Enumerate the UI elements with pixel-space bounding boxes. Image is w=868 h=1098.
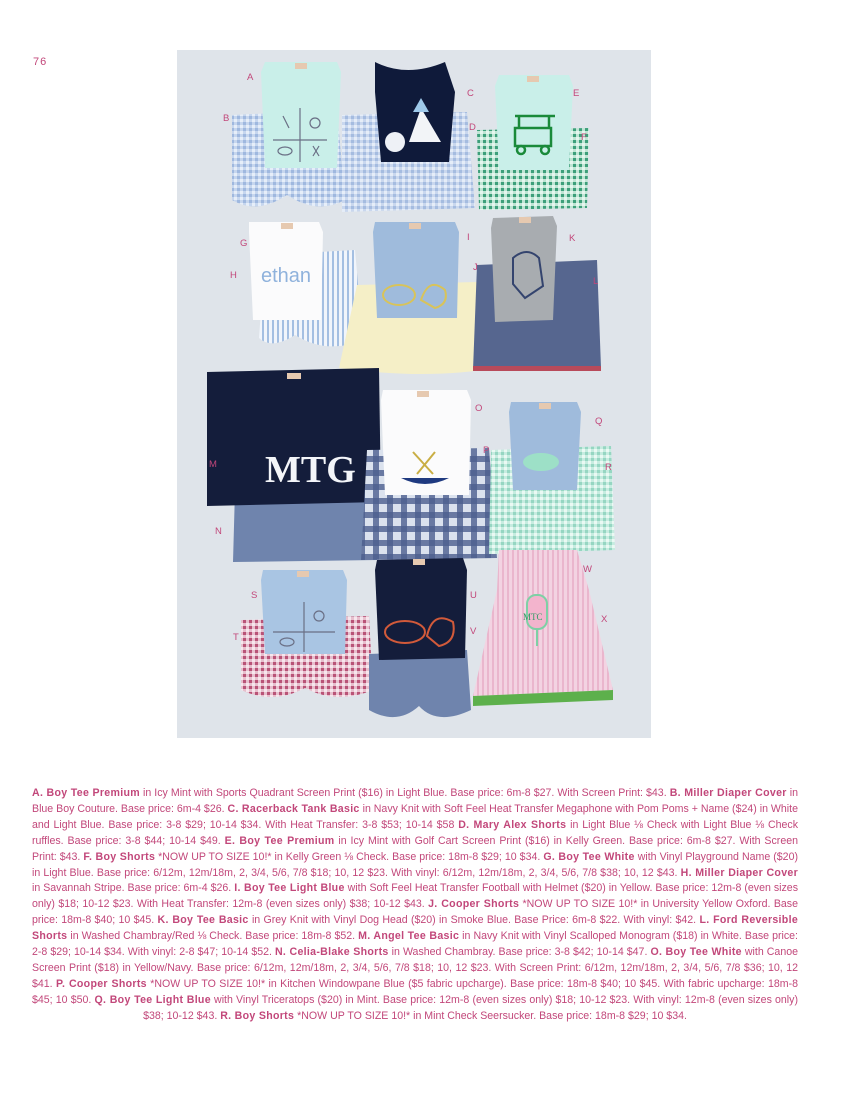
item-a-boy-tee-mint <box>261 62 341 168</box>
product-detail: *NOW UP TO SIZE 10!* in Kelly Green ⅛ Check. Base price: 18m-8 $29; 10 $34. <box>155 850 544 863</box>
product-detail: in Washed Chambray. Base price: 3-8 $42; 10-14 $47. <box>388 946 651 959</box>
item-letter-x: X <box>601 614 608 625</box>
item-i-boy-tee-light-blue <box>373 222 459 318</box>
item-letter-q: Q <box>595 416 603 427</box>
item-g-boy-tee-white-name <box>249 222 323 320</box>
product-detail: in Icy Mint with Sports Quadrant Screen Print ($16) in Light Blue. Base price: 6m-8 $27. With Screen Print: $43. <box>139 787 670 799</box>
product-label: Q. Boy Tee Light Blue <box>94 993 211 1006</box>
item-letter-m: M <box>209 459 217 470</box>
item-e-boy-tee-mint-golf <box>495 75 573 170</box>
item-letter-i: I <box>467 232 470 243</box>
product-detail: in Navy Knit with Vinyl Scalloped Monogram ($18) in White. Base price: 2-8 $29; 10-14 $34. With vinyl: 2-8 $47; 10-14 $52. <box>32 930 798 959</box>
product-label: C. Racerback Tank Basic <box>227 802 360 815</box>
product-detail: in Grey Knit with Vinyl Dog Head ($20) in Smoke Blue. Base Price: 6m-8 $22. With vinyl: $42. <box>248 914 700 927</box>
product-detail: with Soft Feel Heat Transfer Football with Helmet ($20) in Yellow. Base price: 12m-8 (even sizes only) $18; 10-12 $23. With Heat Transfer: 12m-8 (even sizes only) $38; 10-12 $43. <box>32 882 798 911</box>
product-photo-canvas <box>177 50 651 738</box>
item-k-boy-tee-grey-dog <box>491 216 557 322</box>
item-letter-j: J <box>473 262 478 273</box>
item-letter-n: N <box>215 526 222 537</box>
product-detail: in Washed Chambray/Red ⅛ Check. Base price: 18m-8 $52. <box>67 930 359 943</box>
item-s-boy-tee-light-blue <box>261 570 347 654</box>
item-v-bloomers-chambray <box>369 650 471 717</box>
product-label: M. Angel Tee Basic <box>358 930 460 943</box>
product-detail: in Blue Boy Couture. Base price: 6m-4 $26. <box>32 787 798 815</box>
product-label: G. Boy Tee White <box>543 850 635 863</box>
product-detail: with Vinyl Triceratops ($20) in Mint. Base price: 12m-8 (even sizes only) $18; 10-12 $23. With vinyl: 12m-8 (even sizes only) $38; 10-12 $43. <box>143 993 798 1022</box>
product-photo <box>177 50 651 738</box>
product-detail: in Navy Knit with Soft Feel Heat Transfer Megaphone with Pom Poms + Name ($24) in White and Light Blue. Base price: 3-8 $29; 10-14 $34. With Heat Transfer: 3-8 $53; 10-14 $58 <box>32 802 798 831</box>
item-letter-l: L <box>593 276 599 287</box>
item-letter-o: O <box>475 403 483 414</box>
product-label: E. Boy Tee Premium <box>224 834 335 847</box>
garment-print-monogram: MTG <box>265 449 356 491</box>
product-label: H. Miller Diaper Cover <box>680 866 798 879</box>
item-letter-d: D <box>469 122 476 133</box>
item-letter-r: R <box>605 462 612 473</box>
product-detail: in Icy Mint with Golf Cart Screen Print ($16) in Kelly Green. Base price: 6m-8 $27. With Screen Print: $43. <box>32 834 798 863</box>
product-detail: with Canoe Screen Print ($18) in Yellow/Navy. Base price: 6/12m, 12m/18m, 2, 3/4, 5/6, 7/8 $18; 10, 12 $23. With Screen Print: 6/12m, 12m/18m, 2, 3/4, 5/6, 7/8 $36; 10, 12 $41. <box>32 946 798 990</box>
product-label: R. Boy Shorts <box>220 1009 295 1022</box>
item-letter-t: T <box>233 632 239 643</box>
item-letter-w: W <box>583 564 592 575</box>
product-label: F. Boy Shorts <box>83 850 156 863</box>
item-m-angel-tee-navy <box>207 368 381 506</box>
product-detail: with Vinyl Playground Name ($20) in Light Blue. Base price: 6/12m, 12m/18m, 2, 3/4, 5/6, 7/8 $18; 10, 12 $23. With vinyl: 6/12m, 12m/18m, 2, 3/4, 5/6, 7/8 $38; 10, 12 $43. <box>32 850 798 879</box>
product-label: B. Miller Diaper Cover <box>669 787 787 799</box>
product-descriptions <box>32 786 798 1025</box>
item-letter-f: F <box>581 132 587 143</box>
item-letter-s: S <box>251 590 258 601</box>
item-letter-e: E <box>573 88 580 99</box>
product-label: N. Celia-Blake Shorts <box>274 946 389 959</box>
item-letter-a: A <box>247 72 254 83</box>
item-letter-u: U <box>470 590 477 601</box>
product-detail: in Light Blue ⅛ Check with Light Blue ⅛ Check ruffles. Base price: 3-8 $44; 10-14 $49. <box>32 818 799 847</box>
product-label: A. Boy Tee Premium <box>32 787 140 799</box>
product-detail: *NOW UP TO SIZE 10!* in University Yellow Oxford. Base price: 18m-8 $40; 10 $45. <box>32 898 798 927</box>
item-letter-h: H <box>230 270 237 281</box>
garment-print-monogram-pink: MTC <box>523 612 543 622</box>
product-label: J. Cooper Shorts <box>428 898 520 911</box>
item-letter-k: K <box>569 233 576 244</box>
item-letter-b: B <box>223 113 230 124</box>
product-label: D. Mary Alex Shorts <box>458 818 567 831</box>
product-detail: *NOW UP TO SIZE 10!* in Kitchen Windowpane Blue ($5 fabric upcharge). Base price: 18m-8 $40; 10 $45. With fabric upcharge: 18m-8 $45; 10 $50. <box>32 977 798 1006</box>
product-label: K. Boy Tee Basic <box>157 914 249 927</box>
item-c-racerback-tank-navy <box>375 62 455 162</box>
product-label: I. Boy Tee Light Blue <box>234 882 345 895</box>
product-detail: in Savannah Stripe. Base price: 6m-4 $26. <box>32 882 235 895</box>
item-u-boy-tee-navy-football <box>375 558 467 660</box>
item-q-boy-tee-light-blue-dino <box>509 402 581 490</box>
product-detail: *NOW UP TO SIZE 10!* in Mint Check Seersucker. Base price: 18m-8 $29; 10 $34. <box>294 1009 687 1022</box>
garment-print-name: ethan <box>261 265 312 287</box>
item-letter-v: V <box>470 626 477 637</box>
product-label: L. Ford Reversible Shorts <box>32 914 799 943</box>
product-label: O. Boy Tee White <box>650 946 742 959</box>
item-letter-c: C <box>467 88 474 99</box>
item-o-boy-tee-white-canoe <box>381 390 471 495</box>
page-number: 76 <box>33 56 48 68</box>
item-letter-p: P <box>483 445 490 456</box>
item-letter-g: G <box>240 238 248 249</box>
product-label: P. Cooper Shorts <box>56 977 147 990</box>
